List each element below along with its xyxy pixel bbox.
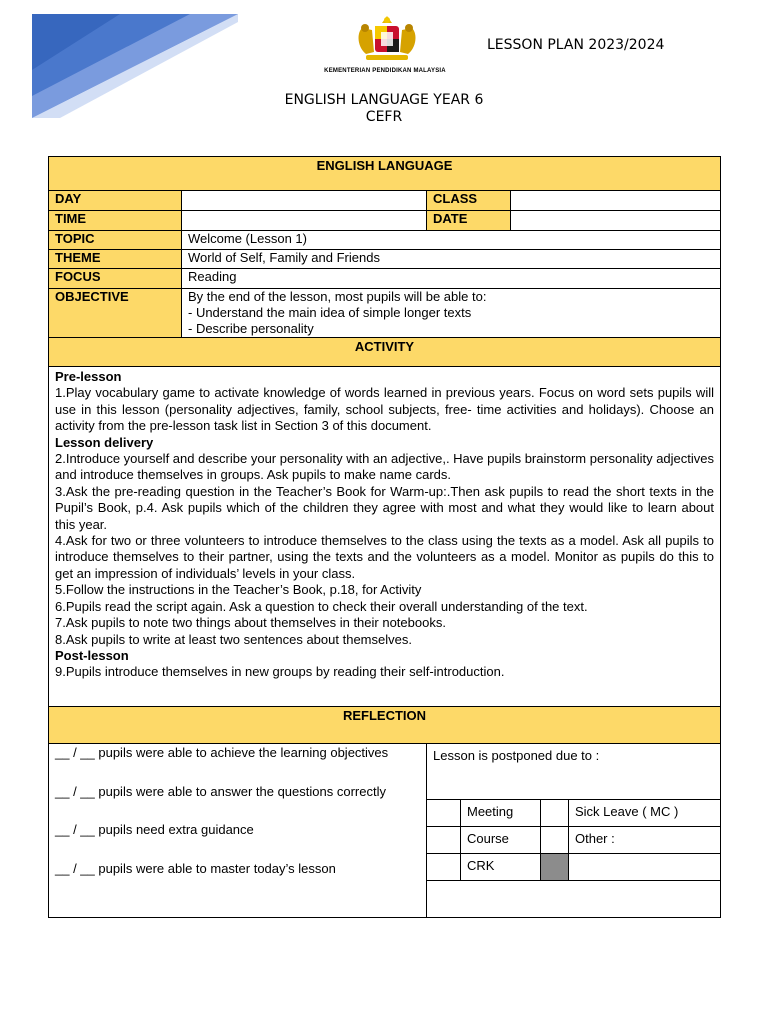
date-value-field[interactable] — [511, 211, 720, 230]
crk-checkbox[interactable] — [427, 854, 461, 881]
focus-value: Reading — [188, 269, 237, 284]
reflection-line: __ / __ pupils were able to answer the questions correctly — [55, 783, 386, 799]
post-lesson-heading: Post-lesson — [55, 647, 129, 663]
theme-row — [49, 250, 720, 269]
time-label: TIME — [49, 211, 182, 230]
cefr-title: CEFR — [365, 109, 403, 125]
objective-text — [182, 289, 720, 337]
topic-value: Welcome (Lesson 1) — [188, 231, 307, 246]
activity-step: 6.Pupils read the script again. Ask a question to check their overall understanding of the text. — [55, 598, 588, 614]
lesson-delivery-heading: Lesson delivery — [55, 434, 154, 450]
objective-row — [49, 289, 720, 338]
postponement-options — [427, 800, 720, 881]
sick-leave-option-label: Sick Leave ( MC ) — [569, 800, 720, 827]
day-label: DAY — [49, 191, 182, 210]
subject-title: ENGLISH LANGUAGE YEAR 6 — [284, 92, 484, 108]
activity-header-row — [49, 338, 720, 367]
activity-step: 9.Pupils introduce themselves in new groups by reading their self-introduction. — [55, 664, 505, 680]
ministry-name: KEMENTERIAN PENDIDIKAN MALAYSIA — [324, 68, 446, 74]
time-value-field[interactable] — [182, 211, 427, 230]
objective-line: - Describe personality — [188, 321, 314, 336]
objective-label: OBJECTIVE — [49, 289, 182, 337]
theme-label: THEME — [49, 250, 182, 268]
postponement-section — [427, 744, 720, 917]
reflection-body — [49, 744, 720, 917]
other-option-label: Other : — [569, 827, 720, 854]
lesson-plan-form — [48, 156, 721, 918]
reflection-title: REFLECTION — [342, 708, 427, 723]
meeting-checkbox[interactable] — [427, 800, 461, 827]
form-title-row — [49, 157, 720, 191]
objective-line: - Understand the main idea of simple longer texts — [188, 305, 472, 320]
activity-body — [49, 367, 720, 706]
reflection-checklist — [49, 744, 427, 917]
date-label: DATE — [427, 211, 511, 230]
reflection-line: __ / __ pupils were able to master today’s lesson — [55, 860, 336, 876]
objective-line: By the end of the lesson, most pupils will be able to: — [188, 289, 487, 304]
focus-label: FOCUS — [49, 269, 182, 288]
activity-step: 1.Play vocabulary game to activate knowledge of words learned in previous years. Focus on word sets pupils will use in this lesson (personality adjectives, family, school subjects, free- time activities and holidays). Choose an activity from the pre-lesson task list in Section 3 of this document. — [55, 385, 714, 434]
topic-row — [49, 231, 720, 250]
class-label: CLASS — [427, 191, 511, 210]
shaded-cell — [541, 854, 569, 881]
class-value-field[interactable] — [511, 191, 720, 210]
pre-lesson-heading: Pre-lesson — [55, 369, 122, 384]
activity-title: ACTIVITY — [354, 339, 415, 354]
course-checkbox[interactable] — [427, 827, 461, 854]
other-reason-field[interactable] — [569, 854, 720, 881]
postponed-label: Lesson is postponed due to : — [427, 744, 720, 800]
lesson-plan-title: LESSON PLAN 2023/2024 — [487, 37, 665, 53]
form-title: ENGLISH LANGUAGE — [316, 158, 453, 173]
reflection-line: __ / __ pupils were able to achieve the learning objectives — [55, 745, 389, 760]
day-value-field[interactable] — [182, 191, 427, 210]
course-option-label: Course — [461, 827, 541, 854]
malaysia-crest-logo — [352, 14, 422, 62]
other-checkbox[interactable] — [541, 827, 569, 854]
reflection-header-row — [49, 707, 720, 744]
activity-step: 2.Introduce yourself and describe your personality with an adjective,. Have pupils brainstorm personality adjectives and introduce themselves in groups. Ask pupils to make name cards. — [55, 451, 715, 483]
crk-option-label: CRK — [461, 854, 541, 881]
activity-step: 3.Ask the pre-reading question in the Teacher’s Book for Warm-up:.Then ask pupils to read the short texts in the Pupil’s Book, p.4. Ask pupils which of the children they agree with most and what they would like to learn about this year. — [55, 483, 714, 532]
activity-step: 5.Follow the instructions in the Teacher’s Book, p.18, for Activity — [55, 582, 422, 598]
sick-leave-checkbox[interactable] — [541, 800, 569, 827]
theme-value: World of Self, Family and Friends — [188, 250, 380, 265]
day-class-row — [49, 191, 720, 211]
time-date-row — [49, 211, 720, 231]
topic-label: TOPIC — [49, 231, 182, 249]
meeting-option-label: Meeting — [461, 800, 541, 827]
activity-step: 8.Ask pupils to write at least two sentences about themselves. — [55, 631, 412, 647]
reflection-line: __ / __ pupils need extra guidance — [55, 822, 254, 837]
activity-body-row — [49, 367, 720, 707]
activity-step: 7.Ask pupils to note two things about themselves in their notebooks. — [55, 615, 446, 631]
activity-step: 4.Ask for two or three volunteers to introduce themselves to the class using the texts as a model. Ask all pupils to introduce themselves to their partner, using the texts and the volunteers as a model. Monitor as pupils do this to get an impression of individuals’ levels in your class. — [55, 533, 714, 581]
focus-row — [49, 269, 720, 289]
